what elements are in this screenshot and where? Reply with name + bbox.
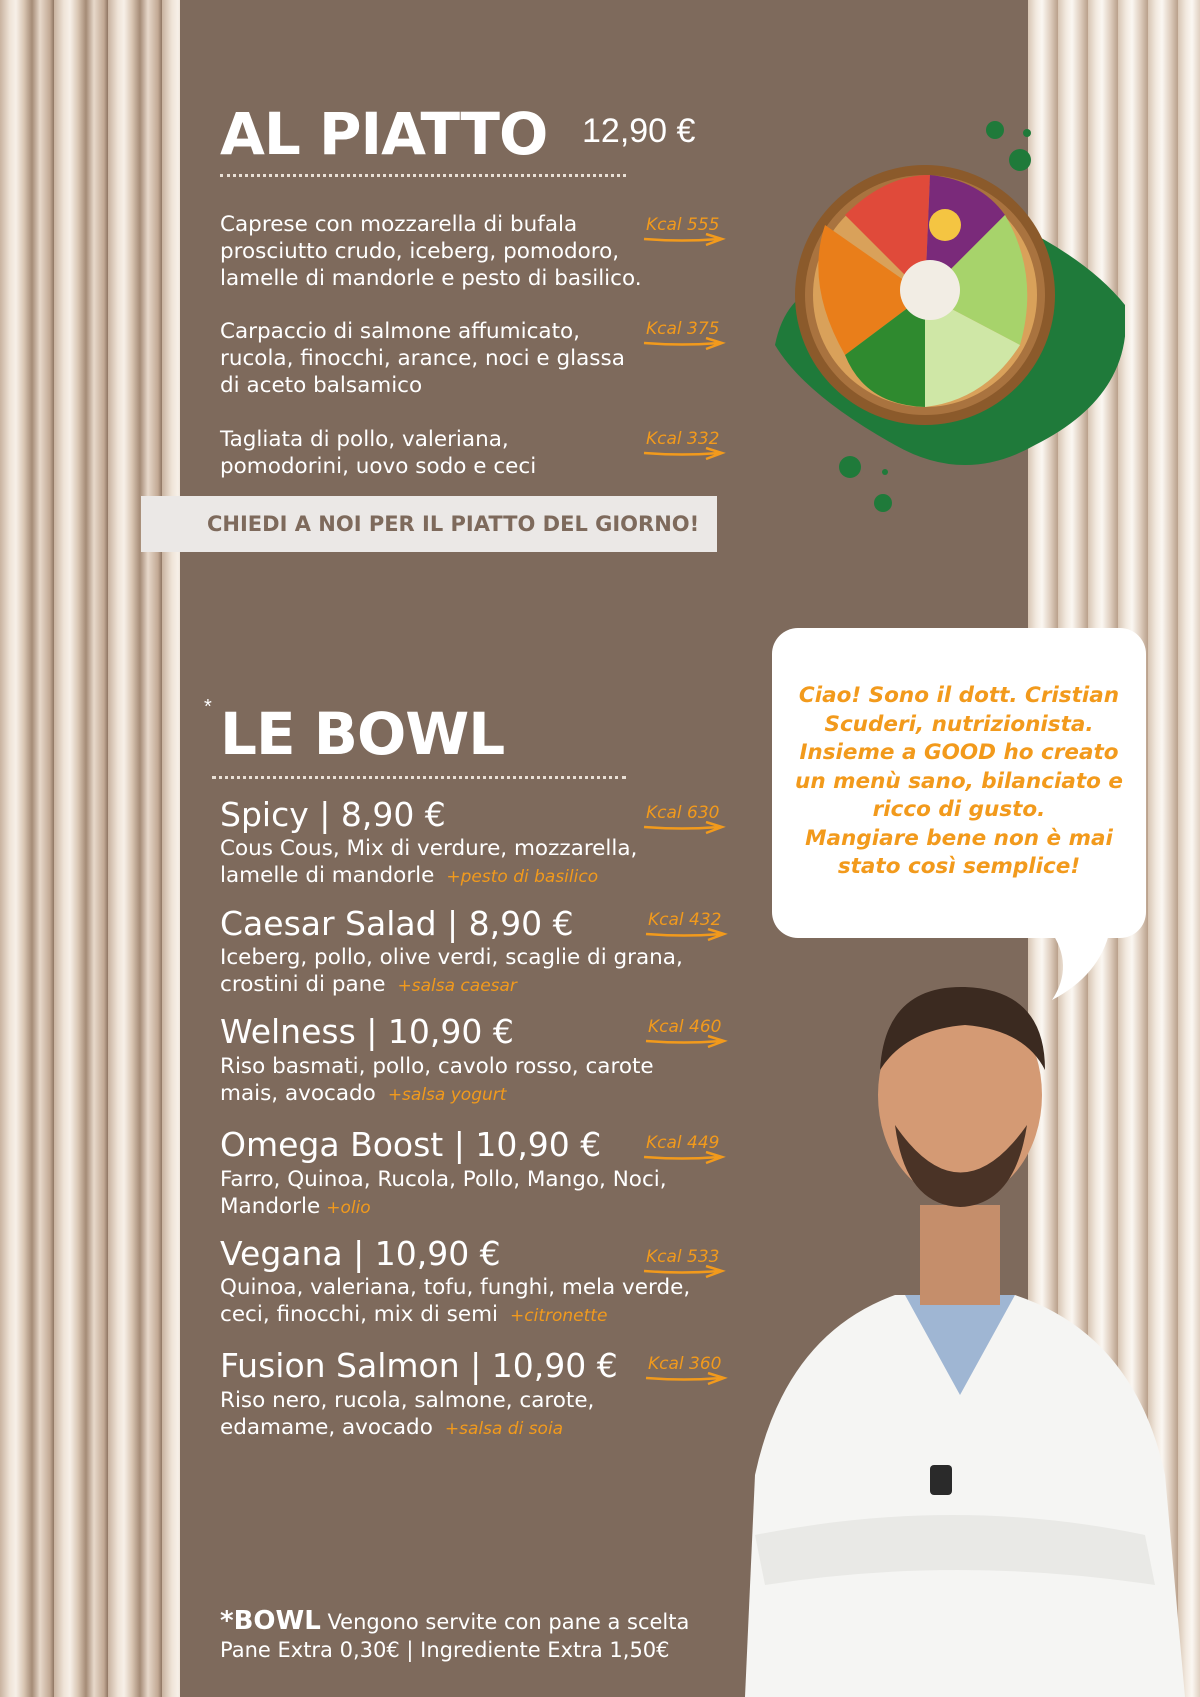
bowl-name: Welness | 10,90 € bbox=[220, 1012, 514, 1051]
footer-extras: Pane Extra 0,30€ | Ingrediente Extra 1,50€ bbox=[220, 1638, 670, 1662]
footer-bowl-note: *BOWL Vengono servite con pane a scelta bbox=[220, 1606, 690, 1636]
speech-bubble-tail bbox=[1040, 930, 1120, 1002]
bowl-name: Caesar Salad | 8,90 € bbox=[220, 904, 574, 943]
piatto-item-1: Caprese con mozzarella di bufala prosciutto crudo, iceberg, pomodoro, lamelle di mandorle e pesto di basilico. bbox=[220, 212, 642, 291]
kcal-badge: Kcal 375 bbox=[646, 319, 720, 339]
kcal-badge: Kcal 332 bbox=[646, 429, 720, 449]
piatto-item-3: Tagliata di pollo, valeriana, pomodorini, uovo sodo e ceci bbox=[220, 427, 537, 479]
bowl-description: Riso basmati, pollo, cavolo rosso, carote mais, avocado +salsa yogurt bbox=[220, 1054, 654, 1106]
bowl-name: Spicy | 8,90 € bbox=[220, 795, 446, 834]
bowl-description: Iceberg, pollo, olive verdi, scaglie di grana, crostini di pane +salsa caesar bbox=[220, 945, 683, 997]
kcal-badge: Kcal 432 bbox=[648, 910, 722, 930]
kcal-badge: Kcal 630 bbox=[646, 803, 720, 823]
divider-le-bowl bbox=[212, 776, 626, 779]
kcal-badge: Kcal 533 bbox=[646, 1247, 720, 1267]
daily-dish-banner: CHIEDI A NOI PER IL PIATTO DEL GIORNO! bbox=[141, 496, 717, 552]
nutritionist-speech-bubble: Ciao! Sono il dott. Cristian Scuderi, nutrizionista. Insieme a GOOD ho creato un menù sano, bilanciato e ricco di gusto. Mangiare bene non è mai stato così semplice! bbox=[772, 628, 1146, 938]
bowl-name: Fusion Salmon | 10,90 € bbox=[220, 1346, 618, 1385]
salad-bowl-illustration bbox=[765, 115, 1125, 515]
bowl-name: Omega Boost | 10,90 € bbox=[220, 1125, 602, 1164]
nutritionist-photo bbox=[715, 975, 1200, 1697]
piatto-item-2: Carpaccio di salmone affumicato, rucola, finocchi, arance, noci e glassa di aceto balsamico bbox=[220, 319, 625, 398]
bowl-description: Quinoa, valeriana, tofu, funghi, mela verde, ceci, finocchi, mix di semi +citronette bbox=[220, 1275, 691, 1327]
bowl-name: Vegana | 10,90 € bbox=[220, 1234, 501, 1273]
kcal-badge: Kcal 449 bbox=[646, 1133, 720, 1153]
al-piatto-price: 12,90 € bbox=[582, 112, 696, 150]
section-title-al-piatto: AL PIATTO bbox=[220, 100, 548, 168]
kcal-badge: Kcal 460 bbox=[648, 1017, 722, 1037]
bowl-asterisk: * bbox=[204, 696, 212, 718]
bowl-description: Riso nero, rucola, salmone, carote, edamame, avocado +salsa di soia bbox=[220, 1388, 595, 1440]
bowl-description: Cous Cous, Mix di verdure, mozzarella, lamelle di mandorle +pesto di basilico bbox=[220, 836, 638, 888]
kcal-badge: Kcal 555 bbox=[646, 215, 720, 235]
kcal-badge: Kcal 360 bbox=[648, 1354, 722, 1374]
divider-al-piatto bbox=[220, 174, 626, 177]
bowl-description: Farro, Quinoa, Rucola, Pollo, Mango, Noci, Mandorle +olio bbox=[220, 1167, 667, 1219]
section-title-le-bowl: LE BOWL bbox=[220, 700, 505, 768]
